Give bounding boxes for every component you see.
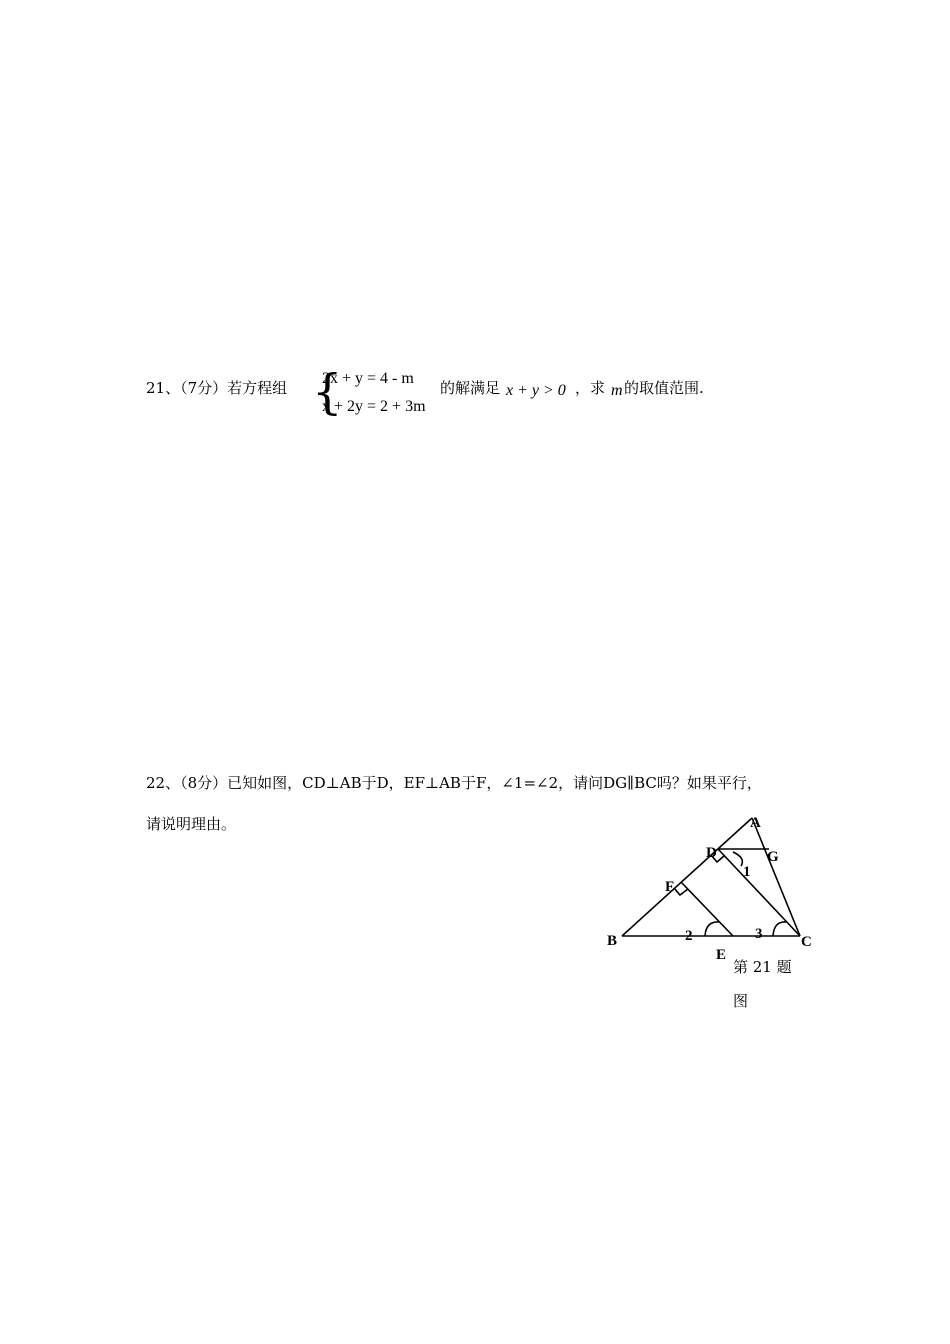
angle-label-2: 2 <box>685 928 693 944</box>
q21-ask: ，求 <box>575 379 606 397</box>
segment-cd <box>718 849 800 936</box>
point-label-e: E <box>716 947 727 963</box>
q21-equation-2: x + 2y = 2 + 3m <box>322 398 426 415</box>
point-label-c: C <box>801 934 812 950</box>
angle-arc-2 <box>705 922 719 936</box>
figure-caption-line-1: 第 21 题 <box>733 958 792 976</box>
q21-prefix: 21、（7分）若方程组 <box>146 379 288 397</box>
right-angle-f <box>674 888 688 895</box>
point-label-g: G <box>767 849 779 865</box>
point-label-b: B <box>607 933 618 949</box>
segment-ac <box>752 818 800 936</box>
q21-condition: x + y > 0 <box>506 382 566 399</box>
segment-ab <box>622 818 752 936</box>
q22-line-2: 请说明理由。 <box>146 815 237 833</box>
point-label-a: A <box>750 815 761 831</box>
point-label-f: F <box>665 879 675 895</box>
point-label-d: D <box>706 845 717 861</box>
q21-equation-1: 2x + y = 4 - m <box>322 370 414 387</box>
angle-label-1: 1 <box>743 864 751 880</box>
q21-mid-text: 的解满足 <box>440 379 501 397</box>
angle-label-3: 3 <box>755 926 763 942</box>
q21-variable: m <box>611 382 623 399</box>
q21-suffix: 的取值范围. <box>624 379 704 397</box>
q22-line-1: 22、（8分）已知如图，CD⊥AB于D，EF⊥AB于F，∠1=∠2，请问DG∥BC吗？如果平行， <box>146 774 762 792</box>
angle-arc-3 <box>773 922 786 936</box>
system-brace: { <box>312 364 343 420</box>
angle-arc-1 <box>733 852 742 866</box>
figure-caption-line-2: 图 <box>733 992 749 1010</box>
